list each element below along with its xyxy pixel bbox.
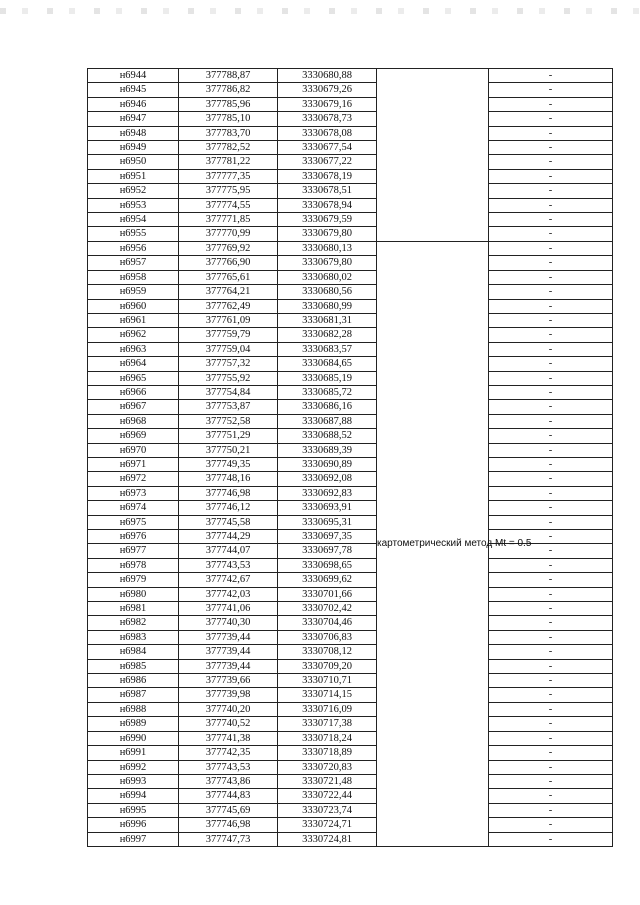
point-name-cell: н6961 bbox=[88, 313, 179, 327]
table-row bbox=[88, 184, 613, 198]
x-coordinate-cell: 377765,61 bbox=[179, 270, 278, 284]
table-row bbox=[88, 69, 613, 83]
y-coordinate-cell: 3330682,28 bbox=[278, 328, 377, 342]
point-name-cell: н6945 bbox=[88, 83, 179, 97]
point-name-cell: н6958 bbox=[88, 270, 179, 284]
error-value-cell: - bbox=[489, 256, 613, 270]
table-row bbox=[88, 746, 613, 760]
x-coordinate-cell: 377766,90 bbox=[179, 256, 278, 270]
x-coordinate-cell: 377781,22 bbox=[179, 155, 278, 169]
error-value-cell: - bbox=[489, 659, 613, 673]
y-coordinate-cell: 3330687,88 bbox=[278, 414, 377, 428]
method-cell-empty bbox=[377, 69, 489, 242]
table-row bbox=[88, 198, 613, 212]
y-coordinate-cell: 3330709,20 bbox=[278, 659, 377, 673]
y-coordinate-cell: 3330679,16 bbox=[278, 97, 377, 111]
y-coordinate-cell: 3330699,62 bbox=[278, 573, 377, 587]
x-coordinate-cell: 377754,84 bbox=[179, 385, 278, 399]
x-coordinate-cell: 377741,06 bbox=[179, 602, 278, 616]
error-value-cell: - bbox=[489, 760, 613, 774]
table-row bbox=[88, 587, 613, 601]
y-coordinate-cell: 3330717,38 bbox=[278, 717, 377, 731]
x-coordinate-cell: 377739,98 bbox=[179, 688, 278, 702]
error-value-cell: - bbox=[489, 457, 613, 471]
error-value-cell: - bbox=[489, 285, 613, 299]
y-coordinate-cell: 3330678,73 bbox=[278, 112, 377, 126]
point-name-cell: н6949 bbox=[88, 141, 179, 155]
y-coordinate-cell: 3330714,15 bbox=[278, 688, 377, 702]
error-value-cell: - bbox=[489, 731, 613, 745]
point-name-cell: н6988 bbox=[88, 702, 179, 716]
x-coordinate-cell: 377743,86 bbox=[179, 774, 278, 788]
error-value-cell: - bbox=[489, 83, 613, 97]
table-row bbox=[88, 112, 613, 126]
table-row bbox=[88, 602, 613, 616]
table-row bbox=[88, 702, 613, 716]
table-row bbox=[88, 227, 613, 241]
x-coordinate-cell: 377788,87 bbox=[179, 69, 278, 83]
error-value-cell: - bbox=[489, 645, 613, 659]
x-coordinate-cell: 377775,95 bbox=[179, 184, 278, 198]
error-value-cell: - bbox=[489, 69, 613, 83]
table-row bbox=[88, 818, 613, 832]
x-coordinate-cell: 377785,10 bbox=[179, 112, 278, 126]
point-name-cell: н6983 bbox=[88, 630, 179, 644]
table-row bbox=[88, 486, 613, 500]
point-name-cell: н6994 bbox=[88, 789, 179, 803]
error-value-cell: - bbox=[489, 443, 613, 457]
y-coordinate-cell: 3330720,83 bbox=[278, 760, 377, 774]
x-coordinate-cell: 377759,04 bbox=[179, 342, 278, 356]
table-row bbox=[88, 357, 613, 371]
x-coordinate-cell: 377770,99 bbox=[179, 227, 278, 241]
error-value-cell: - bbox=[489, 213, 613, 227]
x-coordinate-cell: 377744,07 bbox=[179, 544, 278, 558]
y-coordinate-cell: 3330678,51 bbox=[278, 184, 377, 198]
y-coordinate-cell: 3330724,71 bbox=[278, 818, 377, 832]
y-coordinate-cell: 3330684,65 bbox=[278, 357, 377, 371]
error-value-cell: - bbox=[489, 818, 613, 832]
table-row bbox=[88, 674, 613, 688]
table-row bbox=[88, 342, 613, 356]
table-row bbox=[88, 760, 613, 774]
table-row bbox=[88, 544, 613, 558]
point-name-cell: н6982 bbox=[88, 616, 179, 630]
x-coordinate-cell: 377740,52 bbox=[179, 717, 278, 731]
point-name-cell: н6968 bbox=[88, 414, 179, 428]
table-row bbox=[88, 126, 613, 140]
y-coordinate-cell: 3330718,24 bbox=[278, 731, 377, 745]
point-name-cell: н6967 bbox=[88, 400, 179, 414]
x-coordinate-cell: 377764,21 bbox=[179, 285, 278, 299]
y-coordinate-cell: 3330702,42 bbox=[278, 602, 377, 616]
error-value-cell: - bbox=[489, 544, 613, 558]
y-coordinate-cell: 3330677,54 bbox=[278, 141, 377, 155]
point-name-cell: н6965 bbox=[88, 371, 179, 385]
y-coordinate-cell: 3330692,08 bbox=[278, 472, 377, 486]
point-name-cell: н6951 bbox=[88, 169, 179, 183]
error-value-cell: - bbox=[489, 832, 613, 846]
y-coordinate-cell: 3330679,59 bbox=[278, 213, 377, 227]
error-value-cell: - bbox=[489, 241, 613, 255]
error-value-cell: - bbox=[489, 155, 613, 169]
y-coordinate-cell: 3330688,52 bbox=[278, 429, 377, 443]
error-value-cell: - bbox=[489, 270, 613, 284]
table-row bbox=[88, 83, 613, 97]
error-value-cell: - bbox=[489, 501, 613, 515]
error-value-cell: - bbox=[489, 602, 613, 616]
y-coordinate-cell: 3330697,35 bbox=[278, 530, 377, 544]
table-row bbox=[88, 558, 613, 572]
x-coordinate-cell: 377744,29 bbox=[179, 530, 278, 544]
error-value-cell: - bbox=[489, 414, 613, 428]
point-name-cell: н6990 bbox=[88, 731, 179, 745]
error-value-cell: - bbox=[489, 717, 613, 731]
error-value-cell: - bbox=[489, 702, 613, 716]
y-coordinate-cell: 3330679,26 bbox=[278, 83, 377, 97]
y-coordinate-cell: 3330680,56 bbox=[278, 285, 377, 299]
error-value-cell: - bbox=[489, 429, 613, 443]
y-coordinate-cell: 3330708,12 bbox=[278, 645, 377, 659]
x-coordinate-cell: 377748,16 bbox=[179, 472, 278, 486]
scan-noise-strip bbox=[0, 8, 640, 14]
table-row bbox=[88, 731, 613, 745]
x-coordinate-cell: 377761,09 bbox=[179, 313, 278, 327]
x-coordinate-cell: 377742,67 bbox=[179, 573, 278, 587]
point-name-cell: н6946 bbox=[88, 97, 179, 111]
point-name-cell: н6955 bbox=[88, 227, 179, 241]
x-coordinate-cell: 377742,03 bbox=[179, 587, 278, 601]
x-coordinate-cell: 377745,69 bbox=[179, 803, 278, 817]
point-name-cell: н6959 bbox=[88, 285, 179, 299]
table-row bbox=[88, 832, 613, 846]
error-value-cell: - bbox=[489, 126, 613, 140]
point-name-cell: н6971 bbox=[88, 457, 179, 471]
table-row bbox=[88, 616, 613, 630]
y-coordinate-cell: 3330678,19 bbox=[278, 169, 377, 183]
y-coordinate-cell: 3330678,08 bbox=[278, 126, 377, 140]
x-coordinate-cell: 377783,70 bbox=[179, 126, 278, 140]
error-value-cell: - bbox=[489, 515, 613, 529]
x-coordinate-cell: 377746,98 bbox=[179, 486, 278, 500]
table-row bbox=[88, 213, 613, 227]
table-row bbox=[88, 328, 613, 342]
table-row bbox=[88, 717, 613, 731]
error-value-cell: - bbox=[489, 141, 613, 155]
y-coordinate-cell: 3330701,66 bbox=[278, 587, 377, 601]
point-name-cell: н6973 bbox=[88, 486, 179, 500]
error-value-cell: - bbox=[489, 342, 613, 356]
point-name-cell: н6986 bbox=[88, 674, 179, 688]
y-coordinate-cell: 3330686,16 bbox=[278, 400, 377, 414]
y-coordinate-cell: 3330680,13 bbox=[278, 241, 377, 255]
point-name-cell: н6972 bbox=[88, 472, 179, 486]
point-name-cell: н6952 bbox=[88, 184, 179, 198]
y-coordinate-cell: 3330690,89 bbox=[278, 457, 377, 471]
table-row bbox=[88, 169, 613, 183]
x-coordinate-cell: 377769,92 bbox=[179, 241, 278, 255]
x-coordinate-cell: 377785,96 bbox=[179, 97, 278, 111]
y-coordinate-cell: 3330680,02 bbox=[278, 270, 377, 284]
y-coordinate-cell: 3330695,31 bbox=[278, 515, 377, 529]
y-coordinate-cell: 3330723,74 bbox=[278, 803, 377, 817]
coordinates-table bbox=[87, 68, 613, 847]
error-value-cell: - bbox=[489, 688, 613, 702]
x-coordinate-cell: 377774,55 bbox=[179, 198, 278, 212]
point-name-cell: н6970 bbox=[88, 443, 179, 457]
error-value-cell: - bbox=[489, 573, 613, 587]
x-coordinate-cell: 377786,82 bbox=[179, 83, 278, 97]
table-row bbox=[88, 774, 613, 788]
x-coordinate-cell: 377757,32 bbox=[179, 357, 278, 371]
point-name-cell: н6997 bbox=[88, 832, 179, 846]
point-name-cell: н6977 bbox=[88, 544, 179, 558]
table-row bbox=[88, 789, 613, 803]
y-coordinate-cell: 3330722,44 bbox=[278, 789, 377, 803]
y-coordinate-cell: 3330698,65 bbox=[278, 558, 377, 572]
point-name-cell: н6960 bbox=[88, 299, 179, 313]
error-value-cell: - bbox=[489, 587, 613, 601]
table-row bbox=[88, 472, 613, 486]
error-value-cell: - bbox=[489, 674, 613, 688]
table-row bbox=[88, 688, 613, 702]
point-name-cell: н6992 bbox=[88, 760, 179, 774]
point-name-cell: н6987 bbox=[88, 688, 179, 702]
table-row bbox=[88, 299, 613, 313]
table-row bbox=[88, 141, 613, 155]
point-name-cell: н6989 bbox=[88, 717, 179, 731]
error-value-cell: - bbox=[489, 616, 613, 630]
y-coordinate-cell: 3330689,39 bbox=[278, 443, 377, 457]
y-coordinate-cell: 3330697,78 bbox=[278, 544, 377, 558]
table-row bbox=[88, 313, 613, 327]
table-row bbox=[88, 385, 613, 399]
y-coordinate-cell: 3330678,94 bbox=[278, 198, 377, 212]
table-row bbox=[88, 400, 613, 414]
point-name-cell: н6980 bbox=[88, 587, 179, 601]
y-coordinate-cell: 3330692,83 bbox=[278, 486, 377, 500]
point-name-cell: н6985 bbox=[88, 659, 179, 673]
y-coordinate-cell: 3330679,80 bbox=[278, 227, 377, 241]
error-value-cell: - bbox=[489, 357, 613, 371]
x-coordinate-cell: 377740,30 bbox=[179, 616, 278, 630]
x-coordinate-cell: 377744,83 bbox=[179, 789, 278, 803]
table-row bbox=[88, 515, 613, 529]
point-name-cell: н6950 bbox=[88, 155, 179, 169]
x-coordinate-cell: 377742,35 bbox=[179, 746, 278, 760]
y-coordinate-cell: 3330683,57 bbox=[278, 342, 377, 356]
x-coordinate-cell: 377752,58 bbox=[179, 414, 278, 428]
point-name-cell: н6964 bbox=[88, 357, 179, 371]
error-value-cell: - bbox=[489, 198, 613, 212]
error-value-cell: - bbox=[489, 789, 613, 803]
x-coordinate-cell: 377755,92 bbox=[179, 371, 278, 385]
error-value-cell: - bbox=[489, 313, 613, 327]
y-coordinate-cell: 3330681,31 bbox=[278, 313, 377, 327]
x-coordinate-cell: 377751,29 bbox=[179, 429, 278, 443]
table-row bbox=[88, 285, 613, 299]
error-value-cell: - bbox=[489, 328, 613, 342]
point-name-cell: н6974 bbox=[88, 501, 179, 515]
error-value-cell: - bbox=[489, 630, 613, 644]
y-coordinate-cell: 3330718,89 bbox=[278, 746, 377, 760]
x-coordinate-cell: 377745,58 bbox=[179, 515, 278, 529]
table-row bbox=[88, 414, 613, 428]
x-coordinate-cell: 377743,53 bbox=[179, 760, 278, 774]
point-name-cell: н6956 bbox=[88, 241, 179, 255]
error-value-cell: - bbox=[489, 385, 613, 399]
point-name-cell: н6995 bbox=[88, 803, 179, 817]
error-value-cell: - bbox=[489, 371, 613, 385]
error-value-cell: - bbox=[489, 227, 613, 241]
error-value-cell: - bbox=[489, 400, 613, 414]
y-coordinate-cell: 3330706,83 bbox=[278, 630, 377, 644]
point-name-cell: н6984 bbox=[88, 645, 179, 659]
table-row bbox=[88, 97, 613, 111]
table-row bbox=[88, 457, 613, 471]
point-name-cell: н6978 bbox=[88, 558, 179, 572]
y-coordinate-cell: 3330677,22 bbox=[278, 155, 377, 169]
table-row bbox=[88, 803, 613, 817]
point-name-cell: н6947 bbox=[88, 112, 179, 126]
point-name-cell: н6962 bbox=[88, 328, 179, 342]
error-value-cell: - bbox=[489, 558, 613, 572]
x-coordinate-cell: 377743,53 bbox=[179, 558, 278, 572]
point-name-cell: н6963 bbox=[88, 342, 179, 356]
y-coordinate-cell: 3330710,71 bbox=[278, 674, 377, 688]
x-coordinate-cell: 377759,79 bbox=[179, 328, 278, 342]
x-coordinate-cell: 377777,35 bbox=[179, 169, 278, 183]
error-value-cell: - bbox=[489, 169, 613, 183]
error-value-cell: - bbox=[489, 472, 613, 486]
error-value-cell: - bbox=[489, 803, 613, 817]
x-coordinate-cell: 377771,85 bbox=[179, 213, 278, 227]
point-name-cell: н6975 bbox=[88, 515, 179, 529]
y-coordinate-cell: 3330680,88 bbox=[278, 69, 377, 83]
y-coordinate-cell: 3330693,91 bbox=[278, 501, 377, 515]
y-coordinate-cell: 3330680,99 bbox=[278, 299, 377, 313]
point-name-cell: н6953 bbox=[88, 198, 179, 212]
table-row bbox=[88, 443, 613, 457]
point-name-cell: н6948 bbox=[88, 126, 179, 140]
error-value-cell: - bbox=[489, 486, 613, 500]
error-value-cell: - bbox=[489, 530, 613, 544]
point-name-cell: н6944 bbox=[88, 69, 179, 83]
error-value-cell: - bbox=[489, 299, 613, 313]
table-row bbox=[88, 501, 613, 515]
y-coordinate-cell: 3330704,46 bbox=[278, 616, 377, 630]
table-row bbox=[88, 645, 613, 659]
x-coordinate-cell: 377753,87 bbox=[179, 400, 278, 414]
y-coordinate-cell: 3330679,80 bbox=[278, 256, 377, 270]
point-name-cell: н6976 bbox=[88, 530, 179, 544]
y-coordinate-cell: 3330685,19 bbox=[278, 371, 377, 385]
y-coordinate-cell: 3330716,09 bbox=[278, 702, 377, 716]
x-coordinate-cell: 377739,44 bbox=[179, 659, 278, 673]
table-row bbox=[88, 530, 613, 544]
table-row bbox=[88, 659, 613, 673]
x-coordinate-cell: 377750,21 bbox=[179, 443, 278, 457]
table-row bbox=[88, 241, 613, 255]
point-name-cell: н6957 bbox=[88, 256, 179, 270]
coordinates-table-body bbox=[88, 69, 613, 847]
point-name-cell: н6996 bbox=[88, 818, 179, 832]
point-name-cell: н6979 bbox=[88, 573, 179, 587]
x-coordinate-cell: 377740,20 bbox=[179, 702, 278, 716]
x-coordinate-cell: 377739,44 bbox=[179, 645, 278, 659]
table-row bbox=[88, 429, 613, 443]
x-coordinate-cell: 377741,38 bbox=[179, 731, 278, 745]
x-coordinate-cell: 377782,52 bbox=[179, 141, 278, 155]
point-name-cell: н6993 bbox=[88, 774, 179, 788]
point-name-cell: н6991 bbox=[88, 746, 179, 760]
x-coordinate-cell: 377746,12 bbox=[179, 501, 278, 515]
x-coordinate-cell: 377739,66 bbox=[179, 674, 278, 688]
point-name-cell: н6954 bbox=[88, 213, 179, 227]
table-row bbox=[88, 371, 613, 385]
error-value-cell: - bbox=[489, 112, 613, 126]
point-name-cell: н6966 bbox=[88, 385, 179, 399]
table-row bbox=[88, 256, 613, 270]
error-value-cell: - bbox=[489, 774, 613, 788]
point-name-cell: н6969 bbox=[88, 429, 179, 443]
x-coordinate-cell: 377747,73 bbox=[179, 832, 278, 846]
y-coordinate-cell: 3330721,48 bbox=[278, 774, 377, 788]
error-value-cell: - bbox=[489, 746, 613, 760]
x-coordinate-cell: 377739,44 bbox=[179, 630, 278, 644]
x-coordinate-cell: 377746,98 bbox=[179, 818, 278, 832]
table-row bbox=[88, 573, 613, 587]
x-coordinate-cell: 377762,49 bbox=[179, 299, 278, 313]
error-value-cell: - bbox=[489, 97, 613, 111]
method-description-cell: картометрический метод Mt = 0.5 bbox=[377, 241, 489, 846]
x-coordinate-cell: 377749,35 bbox=[179, 457, 278, 471]
y-coordinate-cell: 3330685,72 bbox=[278, 385, 377, 399]
table-row bbox=[88, 155, 613, 169]
table-row bbox=[88, 270, 613, 284]
y-coordinate-cell: 3330724,81 bbox=[278, 832, 377, 846]
table-row bbox=[88, 630, 613, 644]
error-value-cell: - bbox=[489, 184, 613, 198]
point-name-cell: н6981 bbox=[88, 602, 179, 616]
